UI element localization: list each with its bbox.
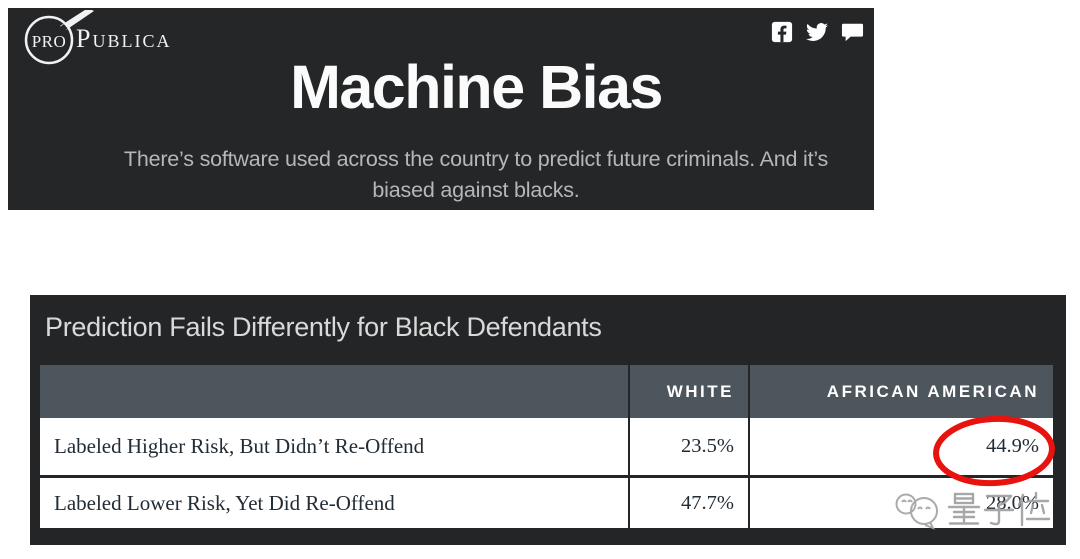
prediction-table-card [30, 295, 1066, 545]
propublica-banner [8, 8, 874, 210]
row-value-white: 47.7% [628, 478, 748, 528]
article-subtitle-line2: biased against blacks. [372, 178, 580, 202]
prediction-table [40, 365, 1053, 528]
row-value-white: 23.5% [628, 418, 748, 475]
table-row [40, 478, 1053, 528]
row-value-african-american: 28.0% [748, 478, 1053, 528]
logo-pro-text: Pro [31, 32, 67, 51]
social-share-bar [770, 20, 864, 44]
row-value-african-american: 44.9% [748, 418, 1053, 475]
row-label: Labeled Higher Risk, But Didn’t Re-Offend [54, 434, 425, 458]
table-title: Prediction Fails Differently for Black Defendants [45, 312, 602, 342]
twitter-icon[interactable] [805, 20, 829, 44]
comments-icon[interactable] [840, 20, 864, 44]
row-label: Labeled Lower Risk, Yet Did Re-Offend [54, 490, 395, 515]
header-cell-empty [40, 365, 628, 418]
article-subtitle [78, 144, 874, 206]
header-cell-white: WHITE [628, 365, 748, 418]
table-header-row [40, 365, 1053, 418]
table-row [40, 418, 1053, 475]
header-cell-african-american: AFRICAN AMERICAN [748, 365, 1053, 418]
article-title: Machine Bias [290, 53, 662, 121]
logo-publica-text: Publica [76, 24, 172, 53]
article-subtitle-line1: There’s software used across the country to predict future criminals. And it’s [123, 147, 829, 171]
facebook-icon[interactable] [770, 20, 794, 44]
